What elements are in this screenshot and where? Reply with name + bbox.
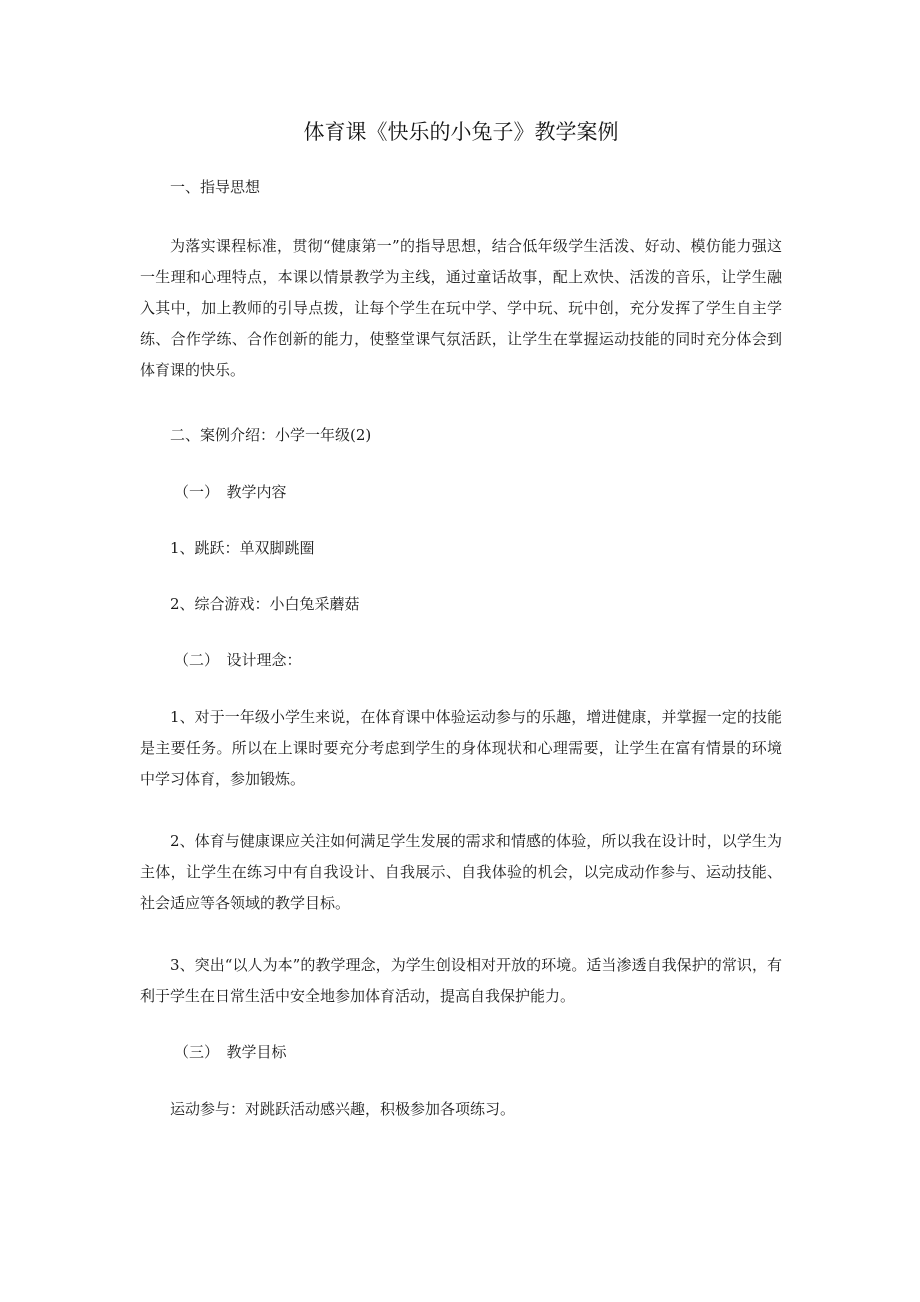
paragraph-guiding-idea: 为落实课程标准，贯彻“健康第一”的指导思想，结合低年级学生活泼、好动、模仿能力强这一生理和心理特点，本课以情景教学为主线，通过童话故事，配上欢快、活泼的音乐，让学生融入其中，加上教师的引导点拨，让每个学生在玩中学、学中玩、玩中创，充分发挥了学生自主学练、合作学练、合作创新的能力，使整堂课气氛活跃，让学生在掌握运动技能的同时充分体会到体育课的快乐。: [140, 237, 782, 379]
section-heading-guiding-idea: 一、指导思想: [170, 178, 261, 196]
section-heading-case-intro: 二、案例介绍：小学一年级(2): [170, 426, 372, 444]
goal-item-participation: 运动参与：对跳跃活动感兴趣，积极参加各项练习。: [170, 1100, 516, 1118]
subsection-heading-design-concept: （二） 设计理念：: [174, 651, 302, 669]
subsection-heading-teaching-goals: （三） 教学目标: [174, 1043, 287, 1061]
paragraph-design-concept-1: 1、对于一年级小学生来说，在体育课中体验运动参与的乐趣，增进健康，并掌握一定的技能是主要任务。所以在上课时要充分考虑到学生的身体现状和心理需要，让学生在富有情景的环境中学习体育，参加锻炼。: [140, 708, 782, 788]
list-item-jumping: 1、跳跃：单双脚跳圈: [170, 539, 315, 557]
paragraph-design-concept-2: 2、体育与健康课应关注如何满足学生发展的需求和情感的体验，所以我在设计时，以学生为主体，让学生在练习中有自我设计、自我展示、自我体验的机会，以完成动作参与、运动技能、社会适应等各领域的教学目标。: [140, 832, 782, 912]
document-title: 体育课《快乐的小兔子》教学案例: [303, 120, 619, 144]
paragraph-design-concept-3: 3、突出“以人为本”的教学理念，为学生创设相对开放的环境。适当渗透自我保护的常识，有利于学生在日常生活中安全地参加体育活动，提高自我保护能力。: [140, 956, 782, 1005]
subsection-heading-teaching-content: （一） 教学内容: [174, 483, 287, 501]
list-item-game: 2、综合游戏：小白兔采蘑菇: [170, 595, 360, 613]
